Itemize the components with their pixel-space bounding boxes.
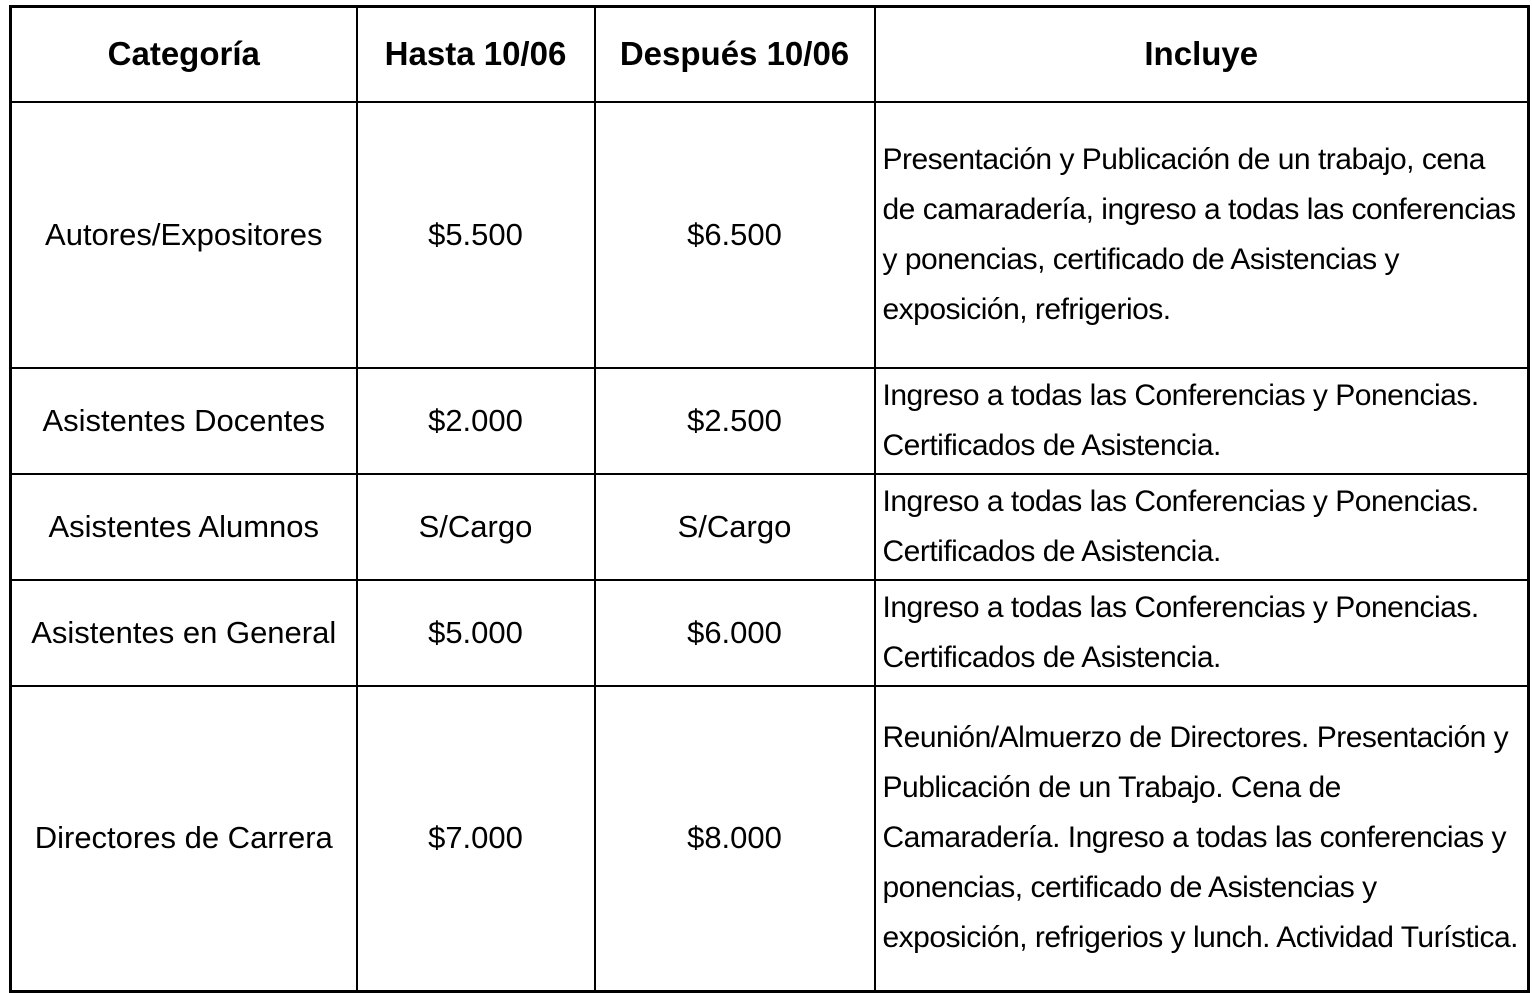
cell-incluye: Presentación y Publicación de un trabajo, cena de camaradería, ingreso a todas las conferencias y ponencias, certificado de Asistencias y exposición, refrigerios.: [875, 102, 1529, 368]
table-row: [11, 474, 1529, 580]
cell-categoria: Asistentes en General: [11, 580, 357, 686]
cell-categoria: Autores/Expositores: [11, 102, 357, 368]
table-row: [11, 580, 1529, 686]
cell-categoria: Directores de Carrera: [11, 686, 357, 992]
cell-precio-despues: $8.000: [595, 686, 875, 992]
pricing-table-container: [9, 5, 1530, 993]
cell-categoria: Asistentes Docentes: [11, 368, 357, 474]
cell-precio-hasta: S/Cargo: [357, 474, 595, 580]
cell-categoria: Asistentes Alumnos: [11, 474, 357, 580]
cell-precio-hasta: $5.500: [357, 102, 595, 368]
table-row: [11, 368, 1529, 474]
table-row: [11, 102, 1529, 368]
col-header-hasta-1006: Hasta 10/06: [357, 7, 595, 102]
cell-precio-despues: $6.000: [595, 580, 875, 686]
cell-incluye: Ingreso a todas las Conferencias y Ponencias. Certificados de Asistencia.: [875, 368, 1529, 474]
cell-precio-hasta: $5.000: [357, 580, 595, 686]
col-header-despues-1006: Después 10/06: [595, 7, 875, 102]
pricing-table: [9, 5, 1530, 993]
cell-incluye: Ingreso a todas las Conferencias y Ponencias. Certificados de Asistencia.: [875, 474, 1529, 580]
cell-precio-hasta: $2.000: [357, 368, 595, 474]
cell-incluye: Reunión/Almuerzo de Directores. Presentación y Publicación de un Trabajo. Cena de Camaradería. Ingreso a todas las conferencias y ponencias, certificado de Asistencias y exposición, refrigerios y lunch. Actividad Turística.: [875, 686, 1529, 992]
cell-precio-despues: S/Cargo: [595, 474, 875, 580]
table-header-row: [11, 7, 1529, 102]
cell-precio-hasta: $7.000: [357, 686, 595, 992]
table-row: [11, 686, 1529, 992]
col-header-categoria: Categoría: [11, 7, 357, 102]
cell-precio-despues: $6.500: [595, 102, 875, 368]
cell-incluye: Ingreso a todas las Conferencias y Ponencias. Certificados de Asistencia.: [875, 580, 1529, 686]
col-header-incluye: Incluye: [875, 7, 1529, 102]
cell-precio-despues: $2.500: [595, 368, 875, 474]
